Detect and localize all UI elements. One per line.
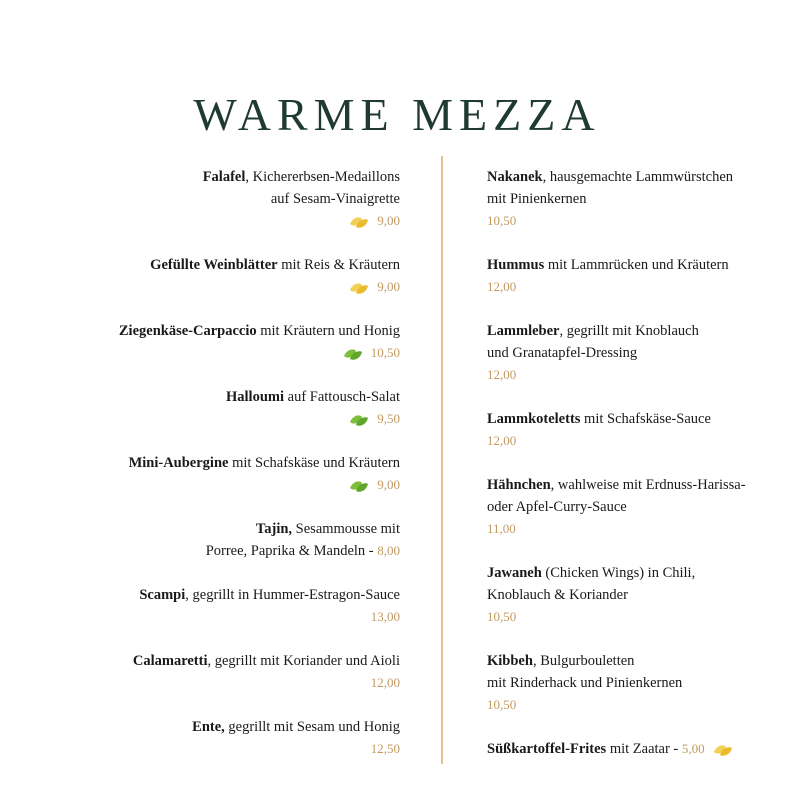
green-leaf-icon [343, 347, 363, 361]
dish-name: Süßkartoffel-Frites [487, 741, 607, 757]
green-leaf-icon [349, 413, 369, 427]
dish-description: , Bulgurbouletten [532, 653, 635, 669]
dish-description: mit Reis & Kräutern [277, 257, 400, 273]
dish-description: mit Zaatar - [606, 741, 682, 757]
dish-description: gegrillt mit Sesam und Honig [224, 719, 400, 735]
page-title: WARME MEZZA [193, 89, 601, 140]
dish-price: 12,50 [370, 741, 400, 756]
dish-description: auf Fattousch-Salat [284, 389, 400, 405]
dish-description: und Granatapfel-Dressing [487, 345, 638, 361]
dish-price: 10,50 [487, 609, 517, 624]
green-leaf-icon [349, 479, 369, 493]
dish-name: Tajin, [255, 521, 293, 537]
dish-price: 12,00 [370, 675, 400, 690]
dish-description: , wahlweise mit Erdnuss-Harissa- [550, 477, 746, 493]
dish-description: mit Kräutern und Honig [256, 323, 400, 339]
dish-name: Kibbeh [487, 653, 533, 669]
dish-price: 5,00 [681, 741, 705, 756]
dish-name: Nakanek [487, 169, 543, 185]
dish-description: mit Schafskäse und Kräutern [228, 455, 400, 471]
dish-name: Hähnchen [487, 477, 551, 493]
dish-name: Mini-Aubergine [128, 455, 229, 471]
dish-price: 9,00 [377, 477, 400, 492]
yellow-leaf-icon [349, 215, 369, 229]
dish-price: 13,00 [370, 609, 400, 624]
menu-item [487, 650, 682, 716]
dish-name: Halloumi [226, 389, 285, 405]
dish-description: , gegrillt in Hummer-Estragon-Sauce [185, 587, 400, 603]
dish-description: , Kichererbsen-Medaillons [245, 169, 400, 185]
dish-description: auf Sesam-Vinaigrette [270, 191, 400, 207]
column-divider [441, 156, 443, 764]
menu-item [139, 584, 400, 628]
menu-item [487, 474, 746, 540]
menu-item [487, 166, 733, 232]
yellow-leaf-icon [349, 281, 369, 295]
dish-price: 9,50 [377, 411, 400, 426]
dish-description: oder Apfel-Curry-Sauce [487, 499, 627, 515]
dish-price: 10,50 [370, 345, 400, 360]
dish-name: Ziegenkäse-Carpaccio [118, 323, 257, 339]
dish-description: mit Lammrücken und Kräutern [544, 257, 729, 273]
dish-price: 9,00 [377, 279, 400, 294]
dish-name: Lammleber [487, 323, 560, 339]
dish-description: mit Schafskäse-Sauce [580, 411, 711, 427]
dish-price: 12,00 [487, 433, 517, 448]
dish-name: Lammkoteletts [487, 411, 581, 427]
dish-price: 12,00 [487, 367, 517, 382]
dish-description: , gegrillt mit Knoblauch [559, 323, 699, 339]
dish-description: Porree, Paprika & Mandeln - [205, 543, 378, 559]
menu-item [203, 166, 400, 232]
dish-description: , hausgemachte Lammwürstchen [542, 169, 734, 185]
dish-name: Scampi [139, 587, 186, 603]
dish-price: 12,00 [487, 279, 517, 294]
dish-name: Gefüllte Weinblätter [150, 257, 278, 273]
menu-item [206, 518, 400, 562]
dish-description: (Chicken Wings) in Chili, [541, 565, 696, 581]
dish-price: 9,00 [377, 213, 400, 228]
dish-description: Sesammousse mit [292, 521, 400, 537]
menu-item [487, 408, 711, 452]
dish-price: 10,50 [487, 697, 517, 712]
dish-price: 11,00 [487, 521, 516, 536]
dish-description: Knoblauch & Koriander [487, 587, 628, 603]
menu-item [192, 716, 400, 760]
menu-item [133, 650, 400, 694]
menu-item [487, 562, 695, 628]
menu-item [487, 254, 729, 298]
menu-item [487, 320, 699, 386]
dish-description: mit Pinienkernen [487, 191, 587, 207]
menu-item [119, 320, 400, 364]
yellow-leaf-icon [713, 743, 733, 757]
dish-price: 8,00 [377, 543, 400, 558]
dish-description: , gegrillt mit Koriander und Aioli [207, 653, 400, 669]
dish-price: 10,50 [487, 213, 517, 228]
dish-description: mit Rinderhack und Pinienkernen [487, 675, 683, 691]
menu-item [129, 452, 400, 496]
menu-item [487, 738, 733, 760]
dish-name: Hummus [487, 257, 545, 273]
menu-item [226, 386, 400, 430]
dish-name: Jawaneh [487, 565, 542, 581]
dish-name: Calamaretti [132, 653, 208, 669]
dish-name: Falafel [202, 169, 246, 185]
menu-item [150, 254, 400, 298]
dish-name: Ente, [192, 719, 225, 735]
